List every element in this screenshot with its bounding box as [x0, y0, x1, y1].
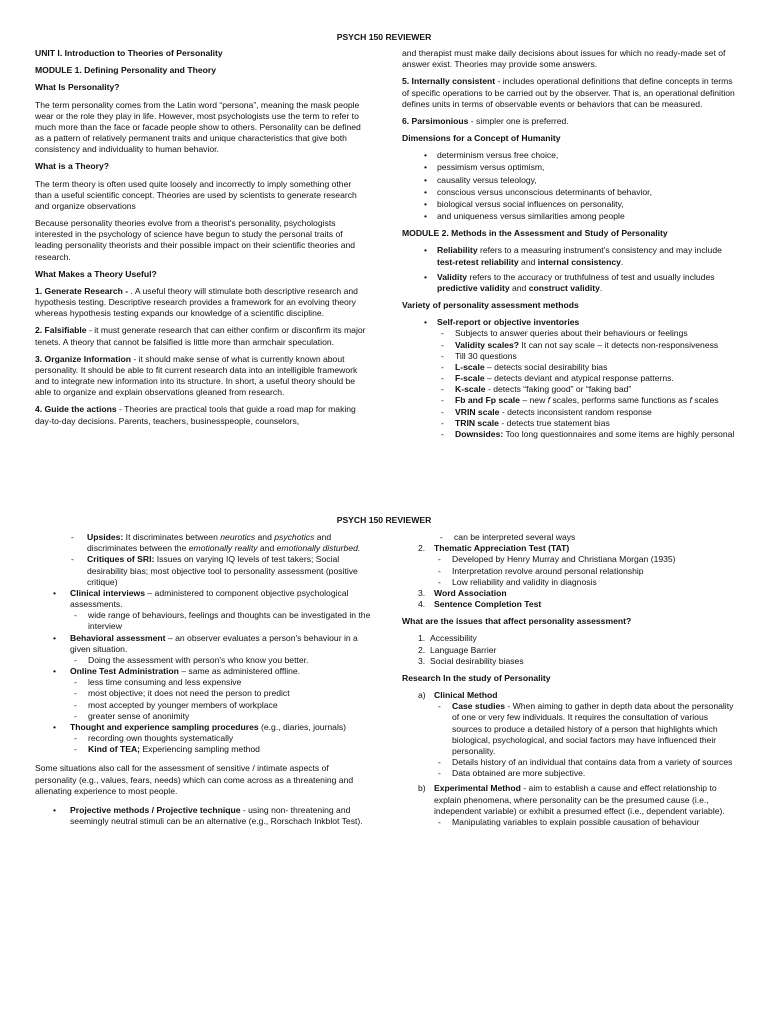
tat-item: 2. Thematic Appreciation Test (TAT) - Developed by Henry Murray and Christiana Morgan (1935) - Interpretation revolve around personal relationship - Low reliability and validity in diagnosis: [402, 543, 737, 588]
research-methods-list: [402, 690, 737, 828]
personality-paragraph: The term personality comes from the Latin word “persona”, meaning the mask people wear or the role they play in life. However, most psychologists use the term to refer to much more than the face or facade people show to others. Personality can be defined as a pattern of relatively permanent traits and unique characteristics that give both consistency and individuality to human behavior.: [35, 99, 361, 155]
list-item: - Details history of an individual that contains data from a variety of sources: [434, 757, 737, 768]
upsides-item: - Upsides: It discriminates between neurotics and psychotics and discriminates between the emotionally reality and emotionally disturbed.: [35, 532, 371, 554]
experimental-method-item: b) Experimental Method - aim to establish a cause and effect relationship to explain phenomena, where personality can be the presumed cause (i.e., independent variable) or exhibit a presumed effect (i.e., dependent variable). - Manipulating variables to explain possible causation of behaviour: [402, 783, 737, 828]
research-heading: Research In the study of Personality: [402, 672, 551, 683]
list-item: • pessimism versus optimism,: [402, 162, 737, 173]
list-item: - Data obtained are more subjective.: [434, 768, 737, 779]
list-item: - greater sense of anonimity: [70, 711, 371, 722]
list-item: • and uniqueness versus similarities among people: [402, 211, 737, 222]
variety-heading: Variety of personality assessment methods: [402, 300, 579, 311]
list-item: - Fb and Fp scale – new f scales, performs same functions as f scales: [437, 395, 737, 406]
list-item: - Till 30 questions: [437, 351, 737, 362]
behavioral-assessment-item: • Behavioral assessment – an observer evaluates a person's behaviour in a given situation. - Doing the assessment with person's who know you better.: [35, 633, 371, 667]
useful-item-4-continued: and therapist must make daily decisions about issues for which no ready-made set of answer exist. Theories may provide some answers.: [402, 48, 726, 70]
projective-methods-item: • Projective methods / Projective technique - using non- threatening and seemingly neutral stimuli can be an alternative (e.g., Rorschach Inkblot Test).: [35, 805, 371, 827]
clinical-interviews-sublist: [70, 610, 371, 632]
list-item: - most objective; it does not need the person to predict: [70, 688, 371, 699]
list-item: - most accepted by younger members of workplace: [70, 700, 371, 711]
projective-list: [35, 805, 371, 827]
page-2-right-column: [402, 532, 737, 834]
module-2-heading: MODULE 2. Methods in the Assessment and Study of Personality: [402, 228, 668, 239]
thought-experience-item: • Thought and experience sampling procedures (e.g., diaries, journals) - recording own thoughts systematically - Kind of TEA; Experiencing sampling method: [35, 722, 371, 756]
reliability-validity-list: [402, 245, 737, 294]
clinical-method-item: a) Clinical Method - Case studies - When aiming to gather in depth data about the personality of one or very few individuals. It requires the consultation of various sources to produce a detailed history of a person that highlights which biological, psychological, and social factors may have influenced their personality. - Details history of an individual that contains data from a variety of sources - Data obtained are more subjective.: [402, 690, 737, 779]
rorschach-continued: [402, 532, 737, 543]
list-item: • causality versus teleology,: [402, 175, 737, 186]
module-1-heading: MODULE 1. Defining Personality and Theory: [35, 65, 216, 76]
useful-item-3: 3. Organize Information - it should make sense of what is currently known about personality. It should be able to fit current research data into an intelligible framework and to integrate new information into its structure. In short, a useful theory should be able to organize and explain observations gleaned from research.: [35, 353, 358, 398]
sri-notes-list: [35, 532, 371, 588]
list-item: - Validity scales? It can not say scale – it detects non-responsiveness: [437, 340, 737, 351]
dimensions-heading: Dimensions for a Concept of Humanity: [402, 133, 561, 144]
thought-experience-sublist: [70, 733, 371, 755]
self-report-sublist: [437, 328, 737, 440]
theory-question: What is a Theory?: [35, 161, 110, 172]
useful-item-5: 5. Internally consistent - includes operational definitions that define concepts in terms of specific operations to be carried out by the observer. That is, an operational definition defines units in terms of observable events or behaviors that can be measured.: [402, 76, 735, 109]
projective-tests-list: [402, 543, 737, 610]
list-item: - wide range of behaviours, feelings and thoughts can be investigated in the interview: [70, 610, 371, 632]
list-item: - L-scale – detects social desirability bias: [437, 362, 737, 373]
list-item: 3. Social desirability biases: [418, 655, 524, 666]
self-report-item: • Self-report or objective inventories - Subjects to answer queries about their behaviours or feelings - Validity scales? It can not say scale – it detects non-responsiveness - Till 30 questions - L-scale – detects social desirability bias - F-scale – detects deviant and atypical response patterns. - K-scale - detects “faking good” or “faking bad” - Fb and Fp scale – new f scales, performs same functions as f scales - VRIN scale - detects inconsistent random response - TRIN scale - detects true statement bias - Downsides: Too long questionnaires and some items are highly personal: [402, 317, 737, 440]
useful-item-2: 2. Falsifiable - it must generate research that can either confirm or disconfirm its major tenets. A theory that cannot be falsified is little more than armchair speculation.: [35, 325, 366, 347]
page-2: [0, 512, 768, 1024]
page-title: PSYCH 150 REVIEWER: [336, 515, 432, 525]
list-item: - Kind of TEA; Experiencing sampling method: [70, 744, 371, 755]
list-item: • biological versus social influences on personality,: [402, 199, 737, 210]
behavioral-assessment-sublist: [70, 655, 371, 666]
page-title: PSYCH 150 REVIEWER: [336, 32, 432, 42]
useful-item-6: 6. Parsimonious - simpler one is preferred.: [402, 115, 569, 126]
dimensions-list: [402, 150, 737, 222]
tat-sublist: [434, 554, 737, 588]
useful-item-4: 4. Guide the actions - Theories are practical tools that guide a road map for making day-to-day decisions. Parents, teachers, businesspeople, counselors,: [35, 404, 356, 426]
list-item: - Doing the assessment with person's who know you better.: [70, 655, 371, 666]
critiques-item: - Critiques of SRI: Issues on varying IQ levels of test takers; Social desirability bias; most objective tool to personality assessment (positive critique): [35, 554, 371, 588]
theorist-paragraph: Because personality theories evolve from a theorist's personality, psychologists interested in the psychology of science have begun to study the personal traits of leading personality theorists and their possible impact on their scientific theories and research.: [35, 218, 356, 262]
sentence-completion-item: 4. Sentence Completion Test: [418, 599, 542, 610]
list-item: - F-scale – detects deviant and atypical response patterns.: [437, 373, 737, 384]
sensitive-aspects-paragraph: Some situations also call for the assessment of sensitive / intimate aspects of personality (e.g., values, fears, needs) which can come across as a threatening and alienating experience to most people.: [35, 763, 354, 796]
list-item: - Interpretation revolve around personal relationship: [434, 566, 737, 577]
unit-heading: UNIT I. Introduction to Theories of Personality: [35, 48, 223, 58]
validity-item: • Validity refers to the accuracy or truthfulness of test and usually includes predictive validity and construct validity.: [402, 272, 737, 294]
list-item: - can be interpreted several ways: [436, 532, 737, 543]
list-item: - less time consuming and less expensive: [70, 677, 371, 688]
issues-heading: What are the issues that affect personality assessment?: [402, 616, 632, 627]
personality-question: What Is Personality?: [35, 82, 120, 93]
clinical-interviews-item: • Clinical interviews – administered to component objective psychological assessments. - wide range of behaviours, feelings and thoughts can be investigated in the interview: [35, 588, 371, 633]
list-item: - recording own thoughts systematically: [70, 733, 371, 744]
list-item: 2. Language Barrier: [418, 644, 497, 655]
online-test-sublist: [70, 677, 371, 722]
page-2-left-column: [35, 532, 371, 833]
list-item: - Developed by Henry Murray and Christiana Morgan (1935): [434, 554, 737, 565]
experimental-method-sublist: [434, 817, 737, 828]
clinical-method-sublist: [434, 701, 737, 779]
page-1-right-column: [402, 48, 737, 446]
online-test-item: • Online Test Administration – same as administered offline. - less time consuming and less expensive - most objective; it does not need the person to predict - most accepted by younger members of workplace - greater sense of anonimity: [35, 666, 371, 722]
page-1-left-column: [35, 48, 370, 433]
assessment-methods-list-continued: [35, 588, 371, 756]
list-item: • determinism versus free choice,: [402, 150, 737, 161]
list-item: 1. Accessibility: [418, 633, 477, 644]
issues-list: [402, 633, 737, 667]
list-item: - TRIN scale - detects true statement bias: [437, 418, 737, 429]
list-item: - Downsides: Too long questionnaires and some items are highly personal: [437, 429, 737, 440]
theory-paragraph: The term theory is often used quite loosely and incorrectly to imply something other than a useful scientific concept. Theories are used by scientists to generate research and organize observations: [35, 178, 357, 211]
reliability-item: • Reliability refers to a measuring instrument's consistency and may include test-retest reliability and internal consistency.: [402, 245, 737, 267]
assessment-methods-list: [402, 317, 737, 440]
list-item: - K-scale - detects “faking good” or “faking bad”: [437, 384, 737, 395]
word-association-item: 3. Word Association: [418, 587, 507, 598]
list-item: • conscious versus unconscious determinants of behavior,: [402, 187, 737, 198]
list-item: - Case studies - When aiming to gather in depth data about the personality of one or very few individuals. It requires the consultation of various sources to produce a detailed history of a person that highlights which biological, psychological, and social factors may have influenced their personality.: [434, 701, 737, 757]
list-item: - VRIN scale - detects inconsistent random response: [437, 407, 737, 418]
useful-item-1: 1. Generate Research - . A useful theory will stimulate both descriptive research and hypothesis testing. Descriptive research provides a framework for an evolving theory whereas hypothesis testing expands our knowledge of a scientific discipline.: [35, 285, 358, 319]
list-item: - Subjects to answer queries about their behaviours or feelings: [437, 328, 737, 339]
useful-theory-question: What Makes a Theory Useful?: [35, 268, 157, 279]
list-item: - Manipulating variables to explain possible causation of behaviour: [434, 817, 737, 828]
list-item: - Low reliability and validity in diagnosis: [434, 577, 737, 588]
